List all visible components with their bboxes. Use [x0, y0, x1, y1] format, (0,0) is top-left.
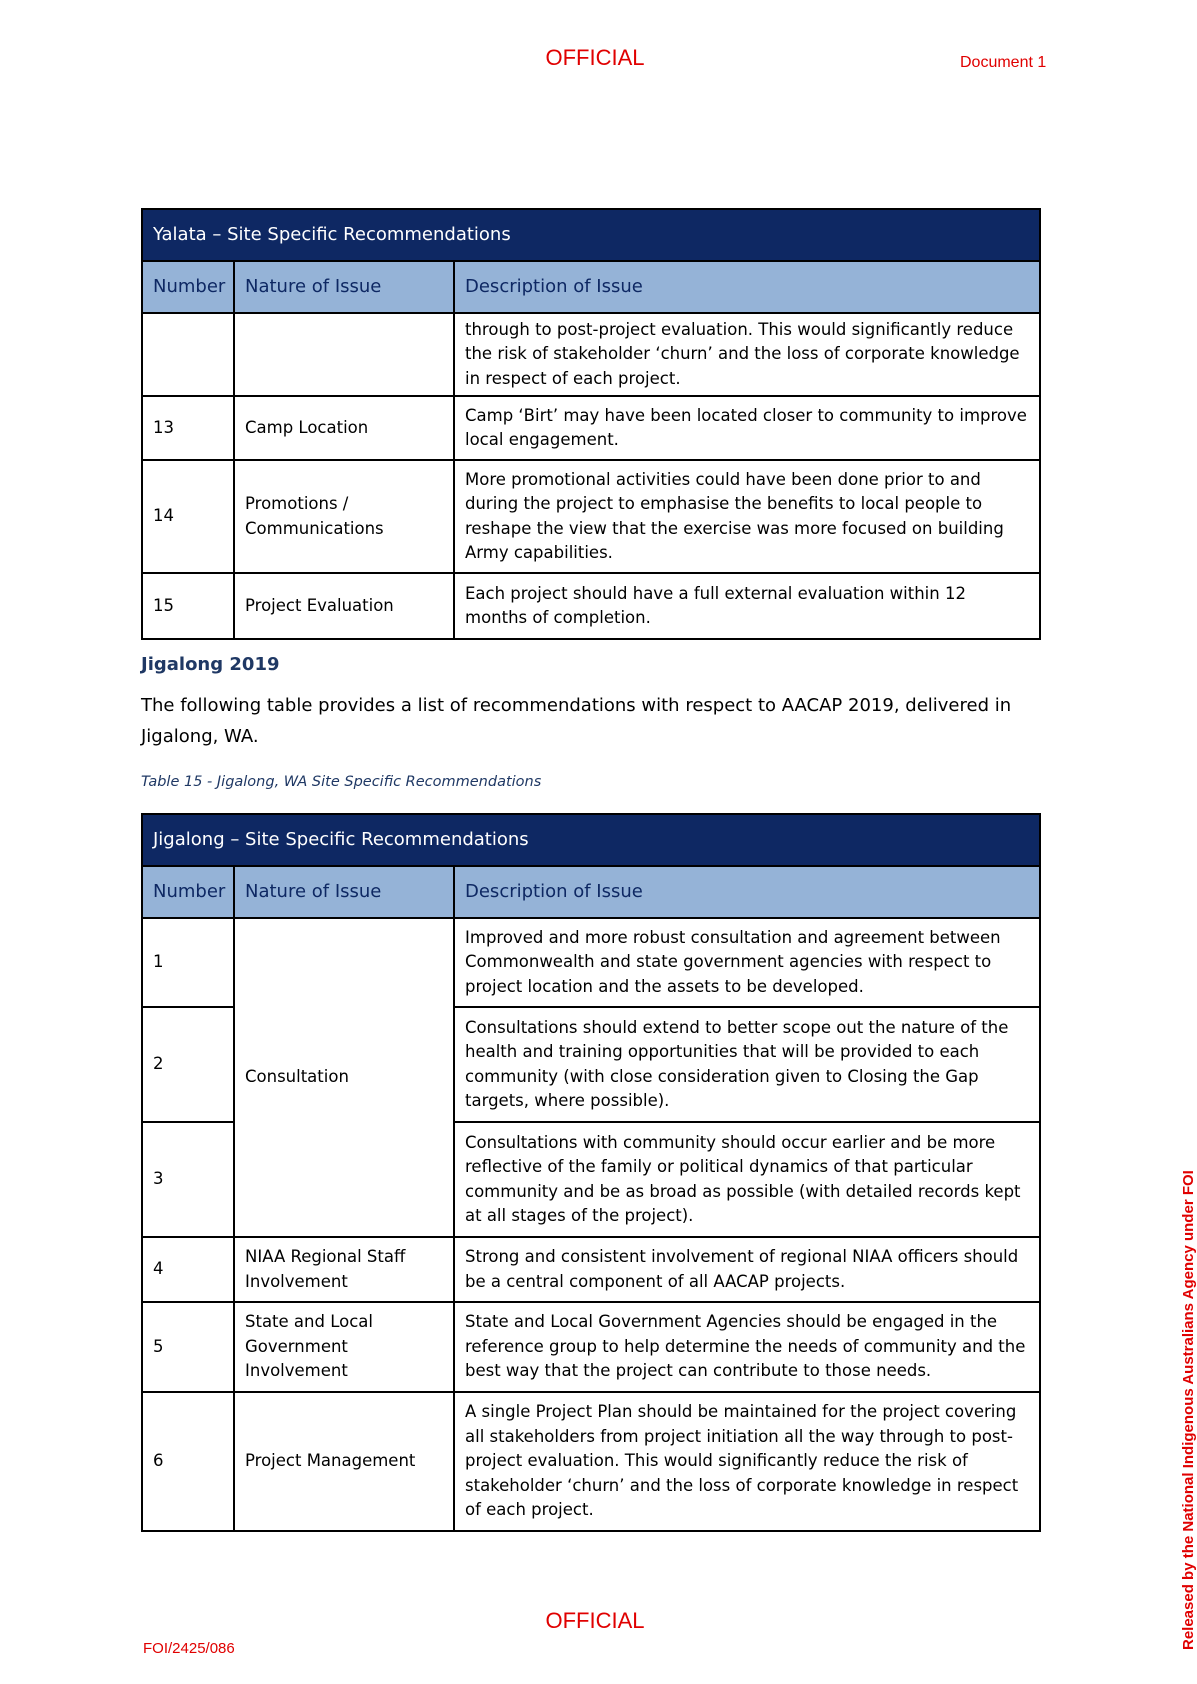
table-row — [142, 918, 1040, 1007]
row-description: Improved and more robust consultation and agreement between Commonwealth and state government agencies with respect to project location and the assets to be developed. — [454, 918, 1040, 1007]
intro-paragraph: The following table provides a list of recommendations with respect to AACAP 2019, delivered in Jigalong, WA. — [141, 695, 1012, 747]
column-header-number: Number — [142, 866, 234, 918]
row-description: A single Project Plan should be maintained for the project covering all stakeholders from project initiation all the way through to post-project evaluation. This would significantly reduce the risk of stakeholder ‘churn’ and the loss of corporate knowledge in respect of each project. — [454, 1392, 1040, 1531]
table-row — [142, 1237, 1040, 1302]
row-nature: Project Management — [234, 1392, 454, 1531]
table-row — [142, 313, 1040, 396]
row-number: 13 — [142, 396, 234, 460]
document-label: Document 1 — [960, 54, 1047, 71]
row-number: 1 — [142, 918, 234, 1007]
row-number: 3 — [142, 1122, 234, 1237]
row-number: 4 — [142, 1237, 234, 1302]
row-nature: Promotions / Communications — [234, 460, 454, 573]
row-nature: NIAA Regional Staff Involvement — [234, 1237, 454, 1302]
row-nature — [234, 313, 454, 396]
row-description: More promotional activities could have been done prior to and during the project to emphasise the benefits to local people to reshape the view that the exercise was more focused on building Army capabilities. — [454, 460, 1040, 573]
row-description: Consultations with community should occur earlier and be more reflective of the family or political dynamics of that particular community and be as broad as possible (with detailed records kept at all stages of the project). — [454, 1122, 1040, 1237]
yalata-recommendations-table — [141, 208, 1041, 640]
row-number: 6 — [142, 1392, 234, 1531]
table-caption: Table 15 - Jigalong, WA Site Specific Recommendations — [141, 774, 542, 790]
row-description: through to post-project evaluation. This would significantly reduce the risk of stakeholder ‘churn’ and the loss of corporate knowledge in respect of each project. — [454, 313, 1040, 396]
jigalong-recommendations-table — [141, 813, 1041, 1532]
table-row — [142, 573, 1040, 639]
row-nature: Project Evaluation — [234, 573, 454, 639]
table-row — [142, 460, 1040, 573]
row-number: 15 — [142, 573, 234, 639]
release-note: Released by the National Indigenous Australians Agency under FOI — [1180, 1170, 1197, 1650]
row-number: 14 — [142, 460, 234, 573]
column-header-description: Description of Issue — [454, 261, 1040, 313]
row-nature: State and Local Government Involvement — [234, 1302, 454, 1392]
column-header-nature: Nature of Issue — [234, 261, 454, 313]
table-row — [142, 396, 1040, 460]
table-row — [142, 1302, 1040, 1392]
foi-reference: FOI/2425/086 — [143, 1640, 235, 1657]
table-title: Jigalong – Site Specific Recommendations — [142, 814, 1040, 866]
row-description: Consultations should extend to better scope out the nature of the health and training opportunities that will be provided to each community (with close consideration given to Closing the Gap targets, where possible). — [454, 1007, 1040, 1122]
row-description: Each project should have a full external evaluation within 12 months of completion. — [454, 573, 1040, 639]
table-title: Yalata – Site Specific Recommendations — [142, 209, 1040, 261]
row-nature: Camp Location — [234, 396, 454, 460]
column-header-number: Number — [142, 261, 234, 313]
row-description: Camp ‘Birt’ may have been located closer to community to improve local engagement. — [454, 396, 1040, 460]
row-description: State and Local Government Agencies should be engaged in the reference group to help determine the needs of community and the best way that the project can contribute to those needs. — [454, 1302, 1040, 1392]
row-nature: Consultation — [234, 918, 454, 1237]
row-description: Strong and consistent involvement of regional NIAA officers should be a central component of all AACAP projects. — [454, 1237, 1040, 1302]
section-heading: Jigalong 2019 — [141, 654, 280, 675]
row-number — [142, 313, 234, 396]
classification-header: OFFICIAL — [545, 45, 645, 70]
column-header-description: Description of Issue — [454, 866, 1040, 918]
column-header-nature: Nature of Issue — [234, 866, 454, 918]
row-number: 2 — [142, 1007, 234, 1122]
classification-footer: OFFICIAL — [545, 1608, 645, 1633]
row-number: 5 — [142, 1302, 234, 1392]
table-row — [142, 1392, 1040, 1531]
